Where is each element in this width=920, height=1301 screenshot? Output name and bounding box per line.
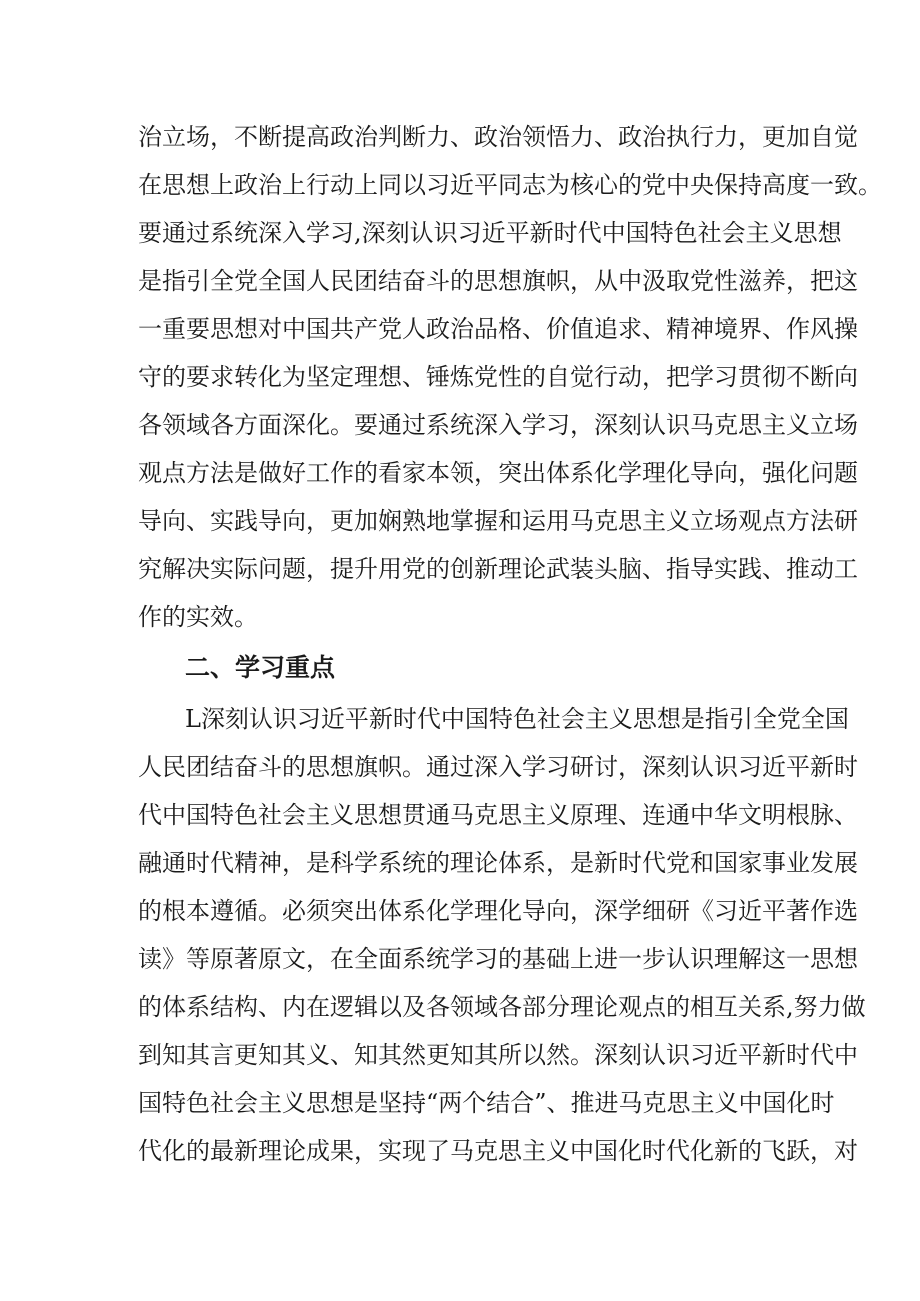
body-line: 国特色社会主义思想是坚持“两个结合”、推进马克思主义中国化时 bbox=[138, 1089, 835, 1117]
body-line: 人民团结奋斗的思想旗帜。通过深入学习研讨，深刻认识习近平新时 bbox=[138, 753, 858, 781]
body-line: L深刻认识习近平新时代中国特色社会主义思想是指引全党全国 bbox=[185, 705, 849, 733]
body-line: 观点方法是做好工作的看家本领，突出体系化学理化导向，强化问题 bbox=[138, 459, 858, 487]
body-line: 读》等原著原文，在全面系统学习的基础上进一步认识理解这一思想 bbox=[138, 945, 858, 973]
body-line: 的根本遵循。必须突出体系化学理化导向，深学细研《习近平著作选 bbox=[138, 897, 858, 925]
body-line: 是指引全党全国人民团结奋斗的思想旗帜，从中汲取党性滋养，把这 bbox=[138, 267, 858, 295]
body-line: 代中国特色社会主义思想贯通马克思主义原理、连通中华文明根脉、 bbox=[138, 801, 858, 829]
body-line: 各领域各方面深化。要通过系统深入学习，深刻认识马克思主义立场 bbox=[138, 411, 858, 439]
body-line: 在思想上政治上行动上同以习近平同志为核心的党中央保持高度一致。 bbox=[138, 171, 882, 199]
body-line: 代化的最新理论成果，实现了马克思主义中国化时代化新的飞跃，对 bbox=[138, 1137, 858, 1165]
body-line: 究解决实际问题，提升用党的创新理论武装头脑、指导实践、推动工 bbox=[138, 555, 858, 583]
body-line: 导向、实践导向，更加娴熟地掌握和运用马克思主义立场观点方法研 bbox=[138, 507, 858, 535]
section-heading: 二、学习重点 bbox=[185, 653, 336, 682]
body-line: 融通时代精神，是科学系统的理论体系，是新时代党和国家事业发展 bbox=[138, 849, 858, 877]
body-line: 要通过系统深入学习,深刻认识习近平新时代中国特色社会主义思想 bbox=[138, 219, 842, 247]
body-line: 到知其言更知其义、知其然更知其所以然。深刻认识习近平新时代中 bbox=[138, 1041, 858, 1069]
body-line: 治立场，不断提高政治判断力、政治领悟力、政治执行力，更加自觉 bbox=[138, 123, 858, 151]
body-line: 守的要求转化为坚定理想、锤炼党性的自觉行动，把学习贯彻不断向 bbox=[138, 363, 858, 391]
body-line: 一重要思想对中国共产党人政治品格、价值追求、精神境界、作风操 bbox=[138, 315, 858, 343]
body-line: 作的实效。 bbox=[138, 603, 258, 631]
body-line: 的体系结构、内在逻辑以及各领域各部分理论观点的相互关系,努力做 bbox=[138, 993, 866, 1021]
